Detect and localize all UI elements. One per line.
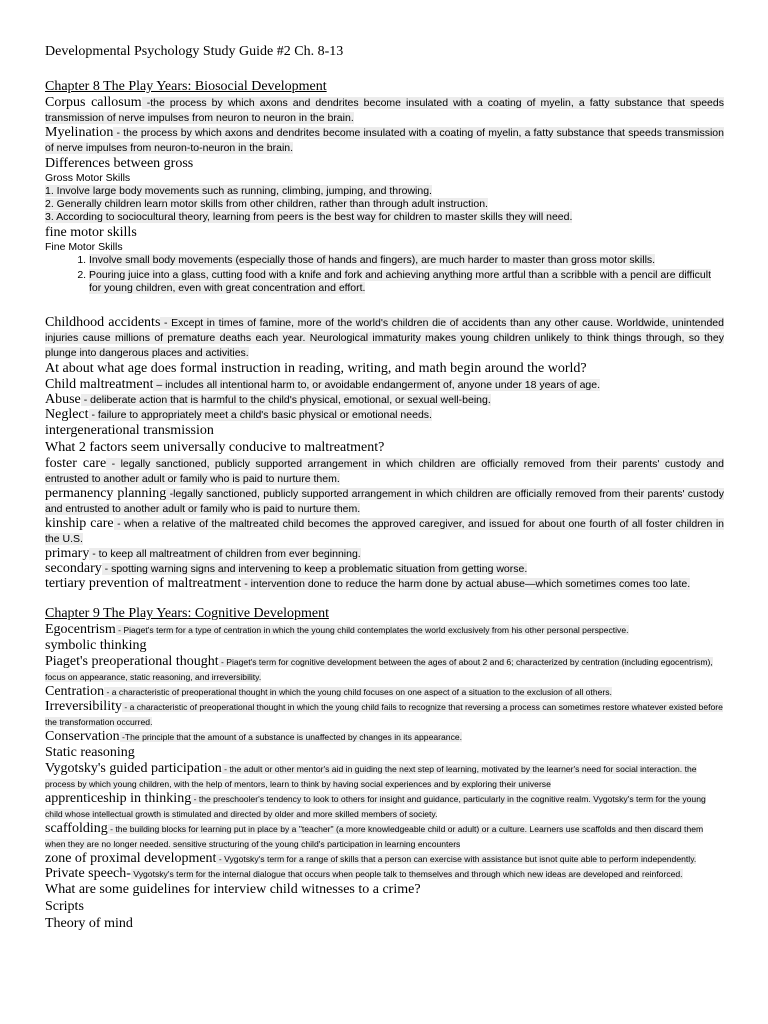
entry-primary: primary - to keep all maltreatment of children from ever beginning. — [45, 546, 361, 561]
entry-scaffolding: scaffolding - the building blocks for learning put in place by a "teacher" (a more knowledgeable child or adult) or a culture. Learners use scaffolds and then discard them when they are no longer needed. sensitive structuring of the young child's participation in learning encounters — [45, 821, 704, 849]
question-age: At about what age does formal instruction in reading, writing, and math begin around the world? — [45, 361, 587, 376]
fine-list — [45, 254, 724, 295]
entry-egocentrism: Egocentrism - Piaget's term for a type of centration in which the young child contemplates the world exclusively from his other personal perspective. — [45, 622, 629, 637]
fine-label: Fine Motor Skills — [45, 241, 123, 253]
entry-preoperational: Piaget's preoperational thought - Piaget's term for cognitive development between the ages of about 2 and 6; characterized by centration (including egocentrism), focus on appearance, static reasoning, and irreversibility. — [45, 654, 713, 682]
scripts: Scripts — [45, 899, 84, 914]
definition: - Except in times of famine, more of the world's children die of accidents than any other cause. Worldwide, unintended injuries cause millions of premature deaths each year. Neurological immaturity makes young children unlikely to think things through, so they plunge into dangerous places and activities. — [45, 317, 724, 359]
entry-abuse: Abuse - deliberate action that is harmful to the child's physical, emotional, or sexual well-being. — [45, 392, 491, 407]
entry-kinship-care: kinship care - when a relative of the maltreated child becomes the approved caregiver, and issued for about one fourth of all foster children in the U.S. — [45, 516, 725, 545]
chapter-9-heading: Chapter 9 The Play Years: Cognitive Development — [45, 606, 329, 621]
entry-foster-care: foster care - legally sanctioned, publicly supported arrangement in which children are officially removed from their parents' custody and entrusted to another adult or family who is paid to nurture them. — [45, 456, 724, 485]
term: Myelination — [45, 125, 114, 140]
question-factors: What 2 factors seem universally conducive to maltreatment? — [45, 440, 385, 455]
intergenerational-transmission: intergenerational transmission — [45, 423, 214, 438]
entry-zpd: zone of proximal development - Vygotsky's term for a range of skills that a person can exercise with assistance but isnot quite able to perform independently. — [45, 851, 697, 866]
symbolic-thinking: symbolic thinking — [45, 638, 147, 653]
entry-permanency-planning: permanency planning -legally sanctioned, publicly supported arrangement in which children are officially removed from their parents' custody and entrusted to another adult or family who is paid to nurture them. — [45, 486, 724, 515]
question-witness: What are some guidelines for interview child witnesses to a crime? — [45, 882, 421, 897]
gross-label: Gross Motor Skills — [45, 172, 131, 184]
entry-centration: Centration - a characteristic of preoperational thought in which the young child focuses on one aspect of a situation to the exclusion of all others. — [45, 684, 612, 699]
gross-item: 2. Generally children learn motor skills from other children, rather than through adult instruction. — [45, 198, 488, 210]
static-reasoning: Static reasoning — [45, 745, 135, 760]
list-item: 2. Pouring juice into a glass, cutting food with a knife and fork and achieving anything more artful than a scribble with a pencil are difficult for young children, even with great concentration and effort. — [89, 269, 724, 295]
gross-item: 3. According to sociocultural theory, learning from peers is the best way for children to master skills they will need. — [45, 211, 573, 223]
list-item: 1. Involve small body movements (especially those of hands and fingers), are much harder to master than gross motor skills. — [89, 254, 724, 267]
chapter-8-heading: Chapter 8 The Play Years: Biosocial Development — [45, 79, 327, 94]
entry-private-speech: Private speech- Vygotsky's term for the internal dialogue that occurs when people talk to themselves and through which new ideas are developed and reinforced. — [45, 866, 683, 881]
theory-of-mind: Theory of mind — [45, 916, 133, 931]
definition: - the process by which axons and dendrites become insulated with a coating of myelin, a fatty substance that speeds transmission of nerve impulses from neuron-to-neuron in the brain. — [45, 127, 724, 154]
entry-maltreatment: Child maltreatment – includes all intentional harm to, or avoidable endangerment of, anyone under 18 years of age. — [45, 377, 601, 392]
definition: -the process by which axons and dendrites become insulated with a coating of myelin, a fatty substance that speeds transmission of nerve impulses from neuron to neuron in the brain. — [45, 97, 724, 124]
question-differences: Differences between gross — [45, 156, 194, 171]
term: Childhood accidents — [45, 315, 161, 330]
entry-irreversibility: Irreversibility - a characteristic of preoperational thought in which the young child fails to recognize that reversing a process can sometimes restore whatever existed before the transformation occurred. — [45, 699, 723, 727]
entry-conservation: Conservation -The principle that the amount of a substance is unaffected by changes in its appearance. — [45, 729, 463, 744]
fine-motor-heading: fine motor skills — [45, 225, 137, 240]
term: Corpus callosum — [45, 95, 142, 110]
entry-secondary: secondary - spotting warning signs and intervening to keep a problematic situation from getting worse. — [45, 561, 528, 576]
entry-guided-participation: Vygotsky's guided participation - the adult or other mentor's aid in guiding the next step of learning, motivated by the learner's need for social interaction. the process by which young children, with the help of mentors, learn to think by having social experiences and by exploring their universe — [45, 761, 697, 789]
entry-childhood-accidents — [45, 315, 724, 360]
gross-item: 1. Involve large body movements such as running, climbing, jumping, and throwing. — [45, 185, 432, 197]
entry-tertiary: tertiary prevention of maltreatment - intervention done to reduce the harm done by actual abuse—which sometimes comes too late. — [45, 576, 691, 591]
entry-corpus-callosum — [45, 95, 724, 125]
entry-apprenticeship: apprenticeship in thinking - the preschooler's tendency to look to others for insight and guidance, particularly in the cognitive realm. Vygotsky's term for the young child whose intellectual growth is stimulated and directed by older and more skilled members of society. — [45, 791, 706, 819]
entry-neglect: Neglect - failure to appropriately meet a child's basic physical or emotional needs. — [45, 407, 432, 422]
doc-title: Developmental Psychology Study Guide #2 Ch. 8-13 — [45, 44, 344, 59]
entry-myelination — [45, 125, 724, 155]
